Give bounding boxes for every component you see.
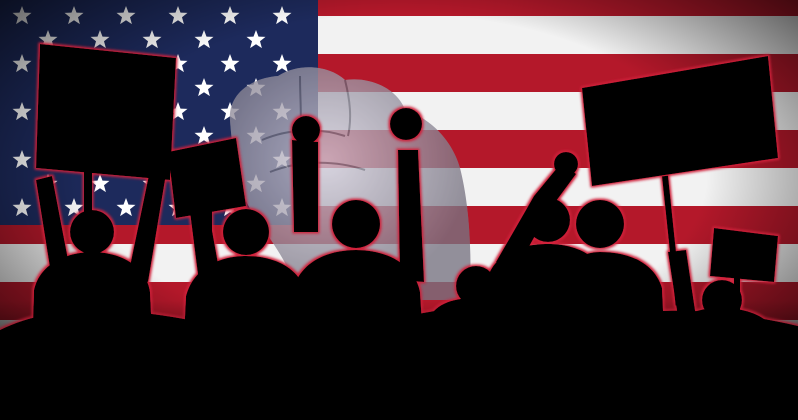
protest-sign-large-left [36,44,176,180]
protest-sign-small-right [710,228,778,282]
bottom-shadow [0,300,798,420]
person-raised-fist-center-left [292,116,320,232]
